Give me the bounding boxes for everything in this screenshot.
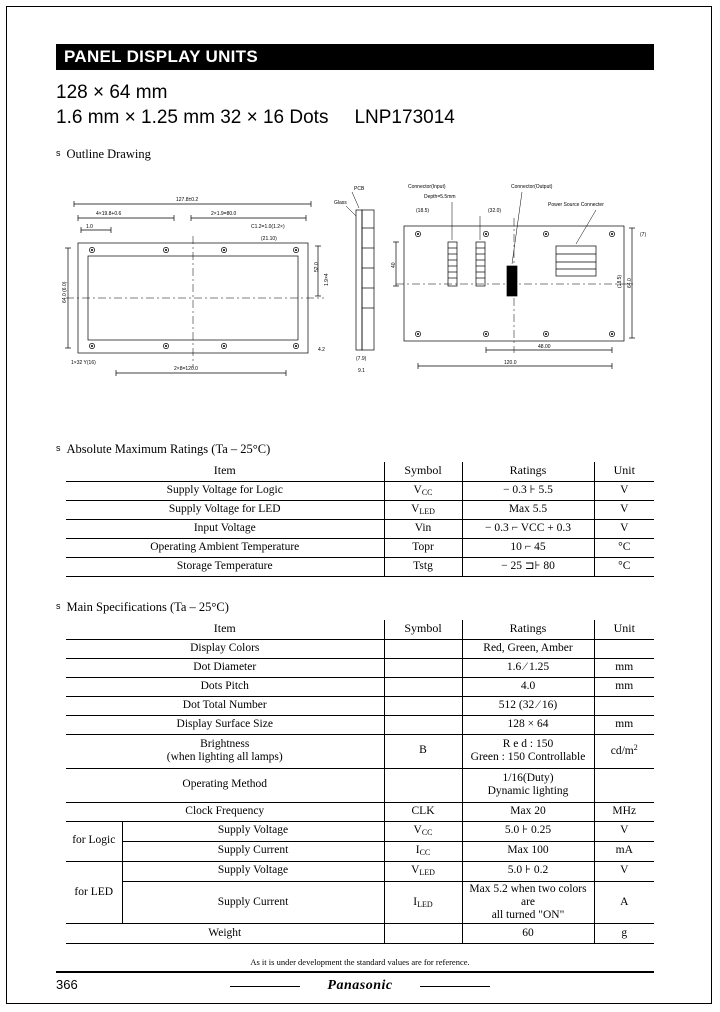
col-symbol: Symbol bbox=[384, 462, 462, 481]
cell-unit: V bbox=[594, 481, 654, 500]
svg-text:4×19.8+0.6: 4×19.8+0.6 bbox=[96, 211, 122, 217]
section-label-outline: Outline Drawing bbox=[66, 147, 151, 161]
svg-text:(7.9): (7.9) bbox=[356, 356, 367, 362]
cell-unit bbox=[594, 639, 654, 658]
svg-text:120.0: 120.0 bbox=[504, 360, 517, 366]
cell-symbol: $V_{CC}$ bbox=[384, 821, 462, 841]
cell-symbol: $V_{CC}$ bbox=[384, 481, 462, 500]
cell-ratings: − 0.3 ⌐ VCC + 0.3 bbox=[462, 519, 594, 538]
svg-text:52.0: 52.0 bbox=[314, 262, 320, 272]
cell-symbol: Topr bbox=[384, 538, 462, 557]
cell-ratings: Red, Green, Amber bbox=[462, 639, 594, 658]
cell-unit: mm bbox=[594, 677, 654, 696]
section-heading-absolute bbox=[56, 442, 270, 457]
table-row bbox=[66, 677, 654, 696]
cell-item: Dot Diameter bbox=[66, 658, 384, 677]
cell-item bbox=[66, 734, 384, 768]
col-item: Item bbox=[66, 462, 384, 481]
cell-item: Operating Ambient Temperature bbox=[66, 538, 384, 557]
cell-ratings bbox=[462, 881, 594, 924]
cell-item: Dots Pitch bbox=[66, 677, 384, 696]
page-title: PANEL DISPLAY UNITS bbox=[56, 44, 654, 70]
table-row bbox=[66, 658, 654, 677]
cell-unit: g bbox=[594, 924, 654, 944]
product-title-block bbox=[56, 80, 656, 130]
table-row-brightness bbox=[66, 734, 654, 768]
cell-ratings: 5.0 ⊦ 0.2 bbox=[462, 861, 594, 881]
svg-text:127.8±0.2: 127.8±0.2 bbox=[176, 197, 199, 203]
col-symbol: Symbol bbox=[384, 620, 462, 639]
cell-item: Supply Voltage for LED bbox=[66, 500, 384, 519]
cell-item: Input Voltage bbox=[66, 519, 384, 538]
group-label-led: for LED bbox=[66, 861, 122, 924]
absolute-maximum-ratings-table bbox=[66, 462, 654, 577]
svg-text:1.0: 1.0 bbox=[86, 224, 93, 230]
duty-value: 1/16(Duty) bbox=[502, 771, 554, 784]
cell-ratings: − 0.3 ⊦ 5.5 bbox=[462, 481, 594, 500]
svg-text:Connector(Output): Connector(Output) bbox=[511, 184, 553, 190]
section-label-main: Main Specifications (Ta – 25°C) bbox=[66, 600, 229, 614]
svg-text:40: 40 bbox=[391, 262, 397, 268]
cell-symbol bbox=[384, 696, 462, 715]
cell-ratings: 10 ⌐ 45 bbox=[462, 538, 594, 557]
svg-text:Depth=5.5mm: Depth=5.5mm bbox=[424, 194, 456, 200]
svg-text:2×8=120.0: 2×8=120.0 bbox=[174, 366, 198, 372]
cell-unit bbox=[594, 696, 654, 715]
table-row-logic-current bbox=[66, 841, 654, 861]
cell-unit: mm bbox=[594, 715, 654, 734]
cell-ratings: Max 100 bbox=[462, 841, 594, 861]
table-row-operating-method bbox=[66, 768, 654, 802]
section-heading-outline bbox=[56, 147, 151, 162]
svg-text:2×1.9=80.0: 2×1.9=80.0 bbox=[211, 211, 237, 217]
table-row bbox=[66, 538, 654, 557]
led-current-line1: Max 5.2 when two colors are bbox=[469, 882, 587, 908]
table-row bbox=[66, 639, 654, 658]
cell-item: Supply Current bbox=[122, 881, 384, 924]
cell-item: Display Surface Size bbox=[66, 715, 384, 734]
cell-unit: mA bbox=[594, 841, 654, 861]
cell-item: Supply Voltage for Logic bbox=[66, 481, 384, 500]
svg-text:C1.2=1.0(1.2×): C1.2=1.0(1.2×) bbox=[251, 224, 285, 230]
product-part-number: LNP173014 bbox=[354, 107, 455, 128]
table-row bbox=[66, 519, 654, 538]
table-header-row bbox=[66, 620, 654, 639]
cell-symbol bbox=[384, 768, 462, 802]
main-specifications-table bbox=[66, 620, 654, 944]
cell-symbol: CLK bbox=[384, 802, 462, 821]
table-row-logic-voltage bbox=[66, 821, 654, 841]
table-row-weight bbox=[66, 924, 654, 944]
section-heading-main bbox=[56, 600, 229, 615]
cell-ratings: − 25 ⊐⊦ 80 bbox=[462, 557, 594, 576]
cell-symbol bbox=[384, 715, 462, 734]
group-label-logic: for Logic bbox=[66, 821, 122, 861]
cell-ratings: 5.0 ⊦ 0.25 bbox=[462, 821, 594, 841]
cell-symbol bbox=[384, 677, 462, 696]
cell-unit: V bbox=[594, 821, 654, 841]
brand-rule-right bbox=[420, 986, 490, 987]
cell-unit: °C bbox=[594, 538, 654, 557]
cell-item: Supply Voltage bbox=[122, 861, 384, 881]
svg-text:1×32 Y(16): 1×32 Y(16) bbox=[71, 360, 96, 366]
cell-unit: MHz bbox=[594, 802, 654, 821]
product-size-line: 128 × 64 mm bbox=[56, 82, 168, 103]
section-label-absolute: Absolute Maximum Ratings (Ta – 25°C) bbox=[66, 442, 271, 456]
cell-symbol bbox=[384, 658, 462, 677]
lighting-mode: Dynamic lighting bbox=[487, 785, 569, 797]
col-item: Item bbox=[66, 620, 384, 639]
footer-divider bbox=[56, 971, 654, 973]
cell-symbol: $I_{CC}$ bbox=[384, 841, 462, 861]
brightness-sub-label: (when lighting all lamps) bbox=[166, 751, 283, 763]
table-row bbox=[66, 557, 654, 576]
section-bullet-icon: s bbox=[56, 443, 61, 453]
cell-ratings bbox=[462, 768, 594, 802]
cell-ratings: 1.6 ∕ 1.25 bbox=[462, 658, 594, 677]
cell-symbol: Tstg bbox=[384, 557, 462, 576]
cell-ratings bbox=[462, 734, 594, 768]
col-ratings: Ratings bbox=[462, 462, 594, 481]
brand-logo: Panasonic bbox=[327, 978, 393, 993]
brightness-red: R e d : 150 bbox=[502, 737, 554, 750]
product-spec-line bbox=[56, 105, 656, 130]
svg-text:1.9×4: 1.9×4 bbox=[324, 273, 330, 286]
cell-symbol: $V_{LED}$ bbox=[384, 861, 462, 881]
cell-unit: °C bbox=[594, 557, 654, 576]
cell-item: Dot Total Number bbox=[66, 696, 384, 715]
cell-item: Storage Temperature bbox=[66, 557, 384, 576]
brightness-label: Brightness bbox=[200, 737, 250, 750]
svg-text:(7): (7) bbox=[640, 232, 647, 238]
svg-text:48.00: 48.00 bbox=[538, 344, 551, 350]
svg-text:(18.5): (18.5) bbox=[416, 208, 430, 214]
page-number: 366 bbox=[56, 977, 78, 992]
svg-text:Power Source Connecter: Power Source Connecter bbox=[548, 202, 604, 208]
led-current-line2: all turned "ON" bbox=[491, 908, 565, 921]
cell-unit: $cd/m^2$ bbox=[594, 734, 654, 768]
cell-ratings: 60 bbox=[462, 924, 594, 944]
cell-symbol bbox=[384, 639, 462, 658]
table-row bbox=[66, 481, 654, 500]
cell-unit: V bbox=[594, 861, 654, 881]
svg-text:9.1: 9.1 bbox=[358, 368, 365, 374]
cell-unit bbox=[594, 768, 654, 802]
cell-item: Weight bbox=[66, 924, 384, 944]
section-bullet-icon: s bbox=[56, 148, 61, 158]
brand-rule-left bbox=[230, 986, 300, 987]
cell-item: Supply Current bbox=[122, 841, 384, 861]
cell-symbol bbox=[384, 924, 462, 944]
svg-text:64.0: 64.0 bbox=[627, 278, 633, 288]
cell-symbol: $V_{LED}$ bbox=[384, 500, 462, 519]
col-unit: Unit bbox=[594, 462, 654, 481]
product-dot-spec: 1.6 mm × 1.25 mm 32 × 16 Dots bbox=[56, 107, 329, 128]
cell-item: Display Colors bbox=[66, 639, 384, 658]
cell-ratings: Max 5.5 bbox=[462, 500, 594, 519]
table-row bbox=[66, 802, 654, 821]
cell-item: Supply Voltage bbox=[122, 821, 384, 841]
table-row-led-current bbox=[66, 881, 654, 924]
col-unit: Unit bbox=[594, 620, 654, 639]
cell-symbol: Vin bbox=[384, 519, 462, 538]
cell-unit: V bbox=[594, 519, 654, 538]
cell-symbol: $I_{LED}$ bbox=[384, 881, 462, 924]
cell-unit: A bbox=[594, 881, 654, 924]
table-row bbox=[66, 696, 654, 715]
cell-symbol: B bbox=[384, 734, 462, 768]
svg-text:Glass: Glass bbox=[334, 200, 347, 206]
svg-text:PCB: PCB bbox=[354, 186, 365, 192]
cell-ratings: 128 × 64 bbox=[462, 715, 594, 734]
table-row bbox=[66, 500, 654, 519]
table-header-row bbox=[66, 462, 654, 481]
svg-text:4.2: 4.2 bbox=[318, 347, 325, 353]
cell-ratings: 512 (32 ∕ 16) bbox=[462, 696, 594, 715]
cell-item: Operating Method bbox=[66, 768, 384, 802]
svg-text:64.0 (6.0): 64.0 (6.0) bbox=[62, 281, 68, 303]
svg-text:Connector(Input): Connector(Input) bbox=[408, 184, 446, 190]
svg-text:(21.10): (21.10) bbox=[261, 236, 277, 242]
svg-text:(18.5): (18.5) bbox=[617, 274, 623, 288]
table-row-led-voltage bbox=[66, 861, 654, 881]
cell-unit: V bbox=[594, 500, 654, 519]
outline-drawing bbox=[56, 168, 656, 423]
brightness-green: Green : 150 Controllable bbox=[470, 751, 586, 763]
section-bullet-icon: s bbox=[56, 601, 61, 611]
development-note: As it is under development the standard values are for reference. bbox=[250, 957, 470, 967]
cell-unit: mm bbox=[594, 658, 654, 677]
table-row bbox=[66, 715, 654, 734]
cell-item: Clock Frequency bbox=[66, 802, 384, 821]
col-ratings: Ratings bbox=[462, 620, 594, 639]
svg-text:(32.0): (32.0) bbox=[488, 208, 502, 214]
cell-ratings: Max 20 bbox=[462, 802, 594, 821]
cell-ratings: 4.0 bbox=[462, 677, 594, 696]
